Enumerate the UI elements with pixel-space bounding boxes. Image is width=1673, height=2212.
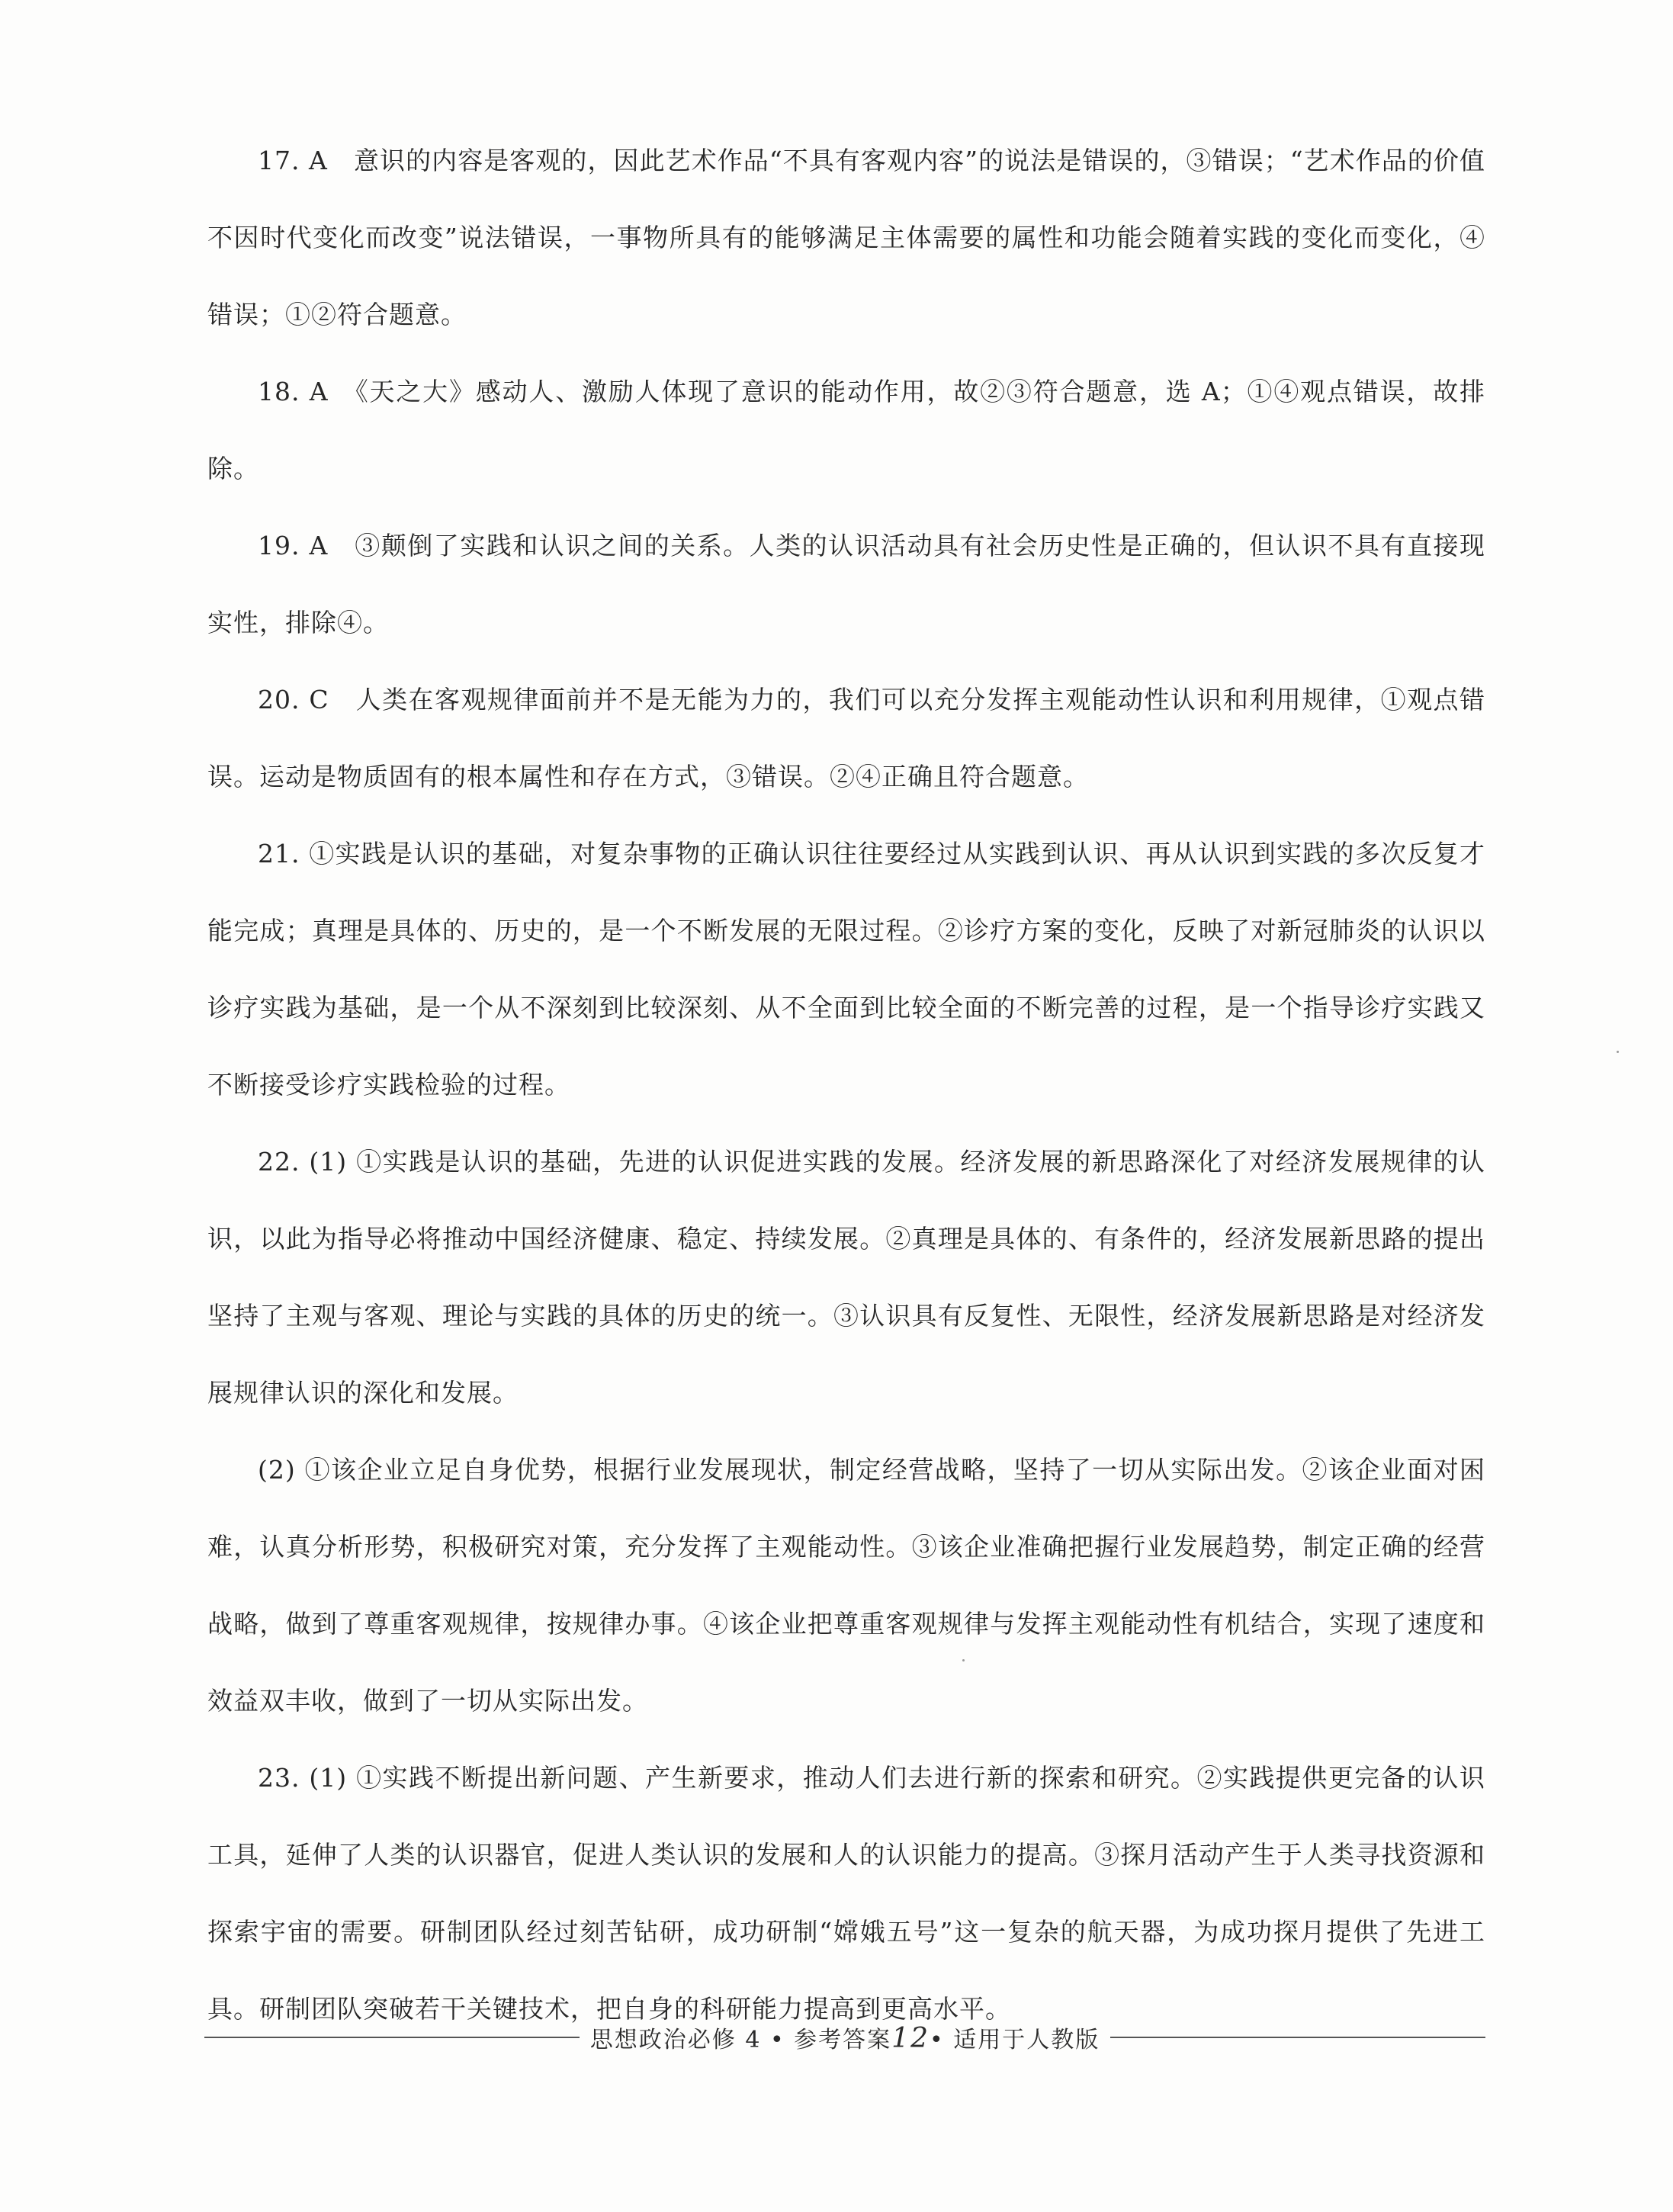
footer-prefix: 思想政治必修 4 • 参考答案 xyxy=(589,2027,892,2053)
footer-rule-left xyxy=(204,2037,580,2038)
answer-21: 21. ①实践是认识的基础，对复杂事物的正确认识往往要经过从实践到认识、再从认识到实践的多次反复才能完成；真理是具体的、历史的，是一个不断发展的无限过程。②诊疗方案的变化，反映了对新冠肺炎的认识以诊疗实践为基础，是一个从不深刻到比较深刻、从不全面到比较全面的不断完善的过程，是一个指导诊疗实践又不断接受诊疗实践检验的过程。 xyxy=(207,839,1485,1100)
footer-rule-right xyxy=(1110,2037,1485,2038)
page-footer xyxy=(204,2022,1485,2053)
footer-text xyxy=(580,2021,1110,2054)
answer-22-part-1: 22. (1) ①实践是认识的基础，先进的认识促进实践的发展。经济发展的新思路深化了对经济发展规律的认识，以此为指导必将推动中国经济健康、稳定、持续发展。②真理是具体的、有条件的，经济发展新思路的提出坚持了主观与客观、理论与实践的具体的历史的统一。③认识具有反复性、无限性，经济发展新思路是对经济发展规律认识的深化和发展。 xyxy=(207,1147,1485,1408)
answer-20: 20. C 人类在客观规律面前并不是无能为力的，我们可以充分发挥主观能动性认识和利用规律，①观点错误。运动是物质固有的根本属性和存在方式，③错误。②④正确且符合题意。 xyxy=(207,685,1485,791)
page-number: 12 xyxy=(891,2023,930,2054)
answer-content xyxy=(207,122,1485,2047)
answer-22-part-2: (2) ①该企业立足自身优势，根据行业发展现状，制定经营战略，坚持了一切从实际出发。②该企业面对困难，认真分析形势，积极研究对策，充分发挥了主观能动性。③该企业准确把握行业发展趋势，制定正确的经营战略，做到了尊重客观规律，按规律办事。④该企业把尊重客观规律与发挥主观能动性有机结合，实现了速度和效益双丰收，做到了一切从实际出发。 xyxy=(207,1455,1485,1716)
scan-speck xyxy=(1617,1051,1619,1053)
footer-suffix: • 适用于人教版 xyxy=(929,2027,1100,2053)
answer-23-part-1: 23. (1) ①实践不断提出新问题、产生新要求，推动人们去进行新的探索和研究。②实践提供更完备的认识工具，延伸了人类的认识器官，促进人类认识的发展和人的认识能力的提高。③探月活动产生于人类寻找资源和探索宇宙的需要。研制团队经过刻苦钻研，成功研制“嫦娥五号”这一复杂的航天器，为成功探月提供了先进工具。研制团队突破若干关键技术，把自身的科研能力提高到更高水平。 xyxy=(207,1763,1485,2024)
answer-19: 19. A ③颠倒了实践和认识之间的关系。人类的认识活动具有社会历史性是正确的，但认识不具有直接现实性，排除④。 xyxy=(207,531,1485,637)
scan-speck xyxy=(962,1659,965,1661)
answer-18: 18. A 《天之大》感动人、激励人体现了意识的能动作用，故②③符合题意，选 A；①④观点错误，故排除。 xyxy=(207,377,1485,483)
answer-17: 17. A 意识的内容是客观的，因此艺术作品“不具有客观内容”的说法是错误的，③错误；“艺术作品的价值不因时代变化而改变”说法错误，一事物所具有的能够满足主体需要的属性和功能会随着实践的变化而变化，④错误；①②符合题意。 xyxy=(207,146,1485,329)
